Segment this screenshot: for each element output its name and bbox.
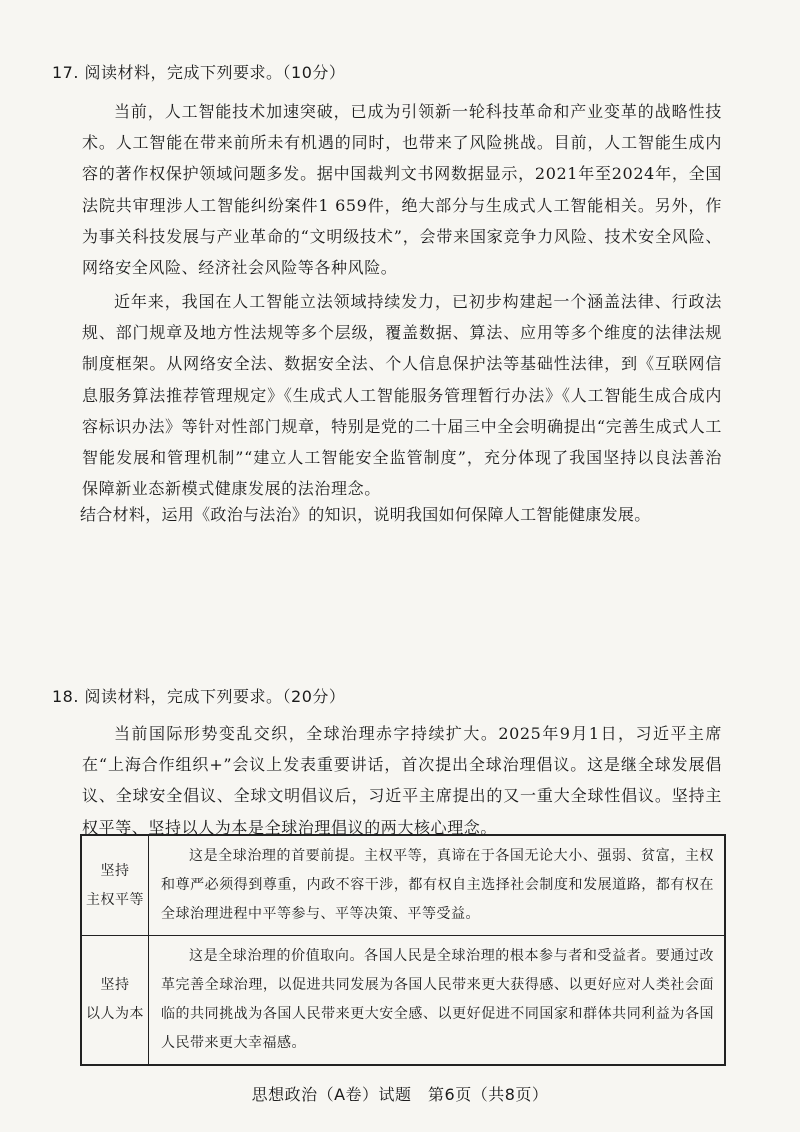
q18-paragraph-1: 当前国际形势变乱交织，全球治理赤字持续扩大。2025年9月1日，习近平主席在“上海合作组织+”会议上发表重要讲话，首次提出全球治理倡议。这是继全球发展倡议、全球安全倡议、全球文明倡议后，习近平主席提出的又一重大全球性倡议。坚持主权平等、坚持以人为本是全球治理倡议的两大核心理念。 [82, 724, 722, 837]
row-description: 这是全球治理的价值取向。各国人民是全球治理的根本参与者和受益者。要通过改革完善全球治理，以促进共同发展为各国人民带来更大获得感、以更好应对人类社会面临的共同挑战为各国人民带来更大安全感、以更好促进不同国家和群体共同利益为各国人民带来更大幸福感。 [149, 936, 726, 1066]
label-line: 以人为本 [86, 1006, 144, 1022]
label-line: 坚持 [100, 977, 130, 993]
q17-requirement: 结合材料，运用《政治与法治》的知识，说明我国如何保障人工智能健康发展。 [80, 505, 651, 524]
page-footer: 思想政治（A卷）试题 第6页（共8页） [251, 1085, 549, 1104]
label-line: 坚持 [100, 862, 130, 879]
row-label [81, 936, 149, 1066]
row-description: 这是全球治理的首要前提。主权平等，真谛在于各国无论大小、强弱、贫富，主权和尊严必须得到尊重，内政不容干涉，都有权自主选择社会制度和发展道路，都有权在全球治理进程中平等参与、平等决策、平等受益。 [149, 835, 726, 936]
row-label [81, 835, 149, 936]
q17-paragraph-2: 近年来，我国在人工智能立法领域持续发力，已初步构建起一个涵盖法律、行政法规、部门规章及地方性法规等多个层级，覆盖数据、算法、应用等多个维度的法律法规制度框架。从网络安全法、数据安全法、个人信息保护法等基础性法律，到《互联网信息服务算法推荐管理规定》《生成式人工智能服务管理暂行办法》《人工智能生成合成内容标识办法》等针对性部门规章，特别是党的二十届三中全会明确提出“完善生成式人工智能发展和管理机制”“建立人工智能安全监管制度”，充分体现了我国坚持以良法善治保障新业态新模式健康发展的法治理念。 [82, 292, 722, 499]
q17-paragraph-1: 当前，人工智能技术加速突破，已成为引领新一轮科技革命和产业变革的战略性技术。人工智能在带来前所未有机遇的同时，也带来了风险挑战。目前，人工智能生成内容的著作权保护领域问题多发。据中国裁判文书网数据显示，2021年至2024年，全国法院共审理涉人工智能纠纷案件1 659件，绝大部分与生成式人工智能相关。另外，作为事关科技发展与产业革命的“文明级技术”，会带来国家竞争力风险、技术安全风险、网络安全风险、经济社会风险等各种风险。 [82, 102, 722, 278]
question-17-title: 17. 阅读材料，完成下列要求。（10分） [52, 63, 346, 82]
label-line: 主权平等 [86, 891, 144, 908]
table-row [81, 936, 725, 1066]
question-18-title: 18. 阅读材料，完成下列要求。（20分） [52, 687, 346, 706]
table-row [81, 835, 725, 936]
core-concepts-table [80, 834, 726, 1066]
